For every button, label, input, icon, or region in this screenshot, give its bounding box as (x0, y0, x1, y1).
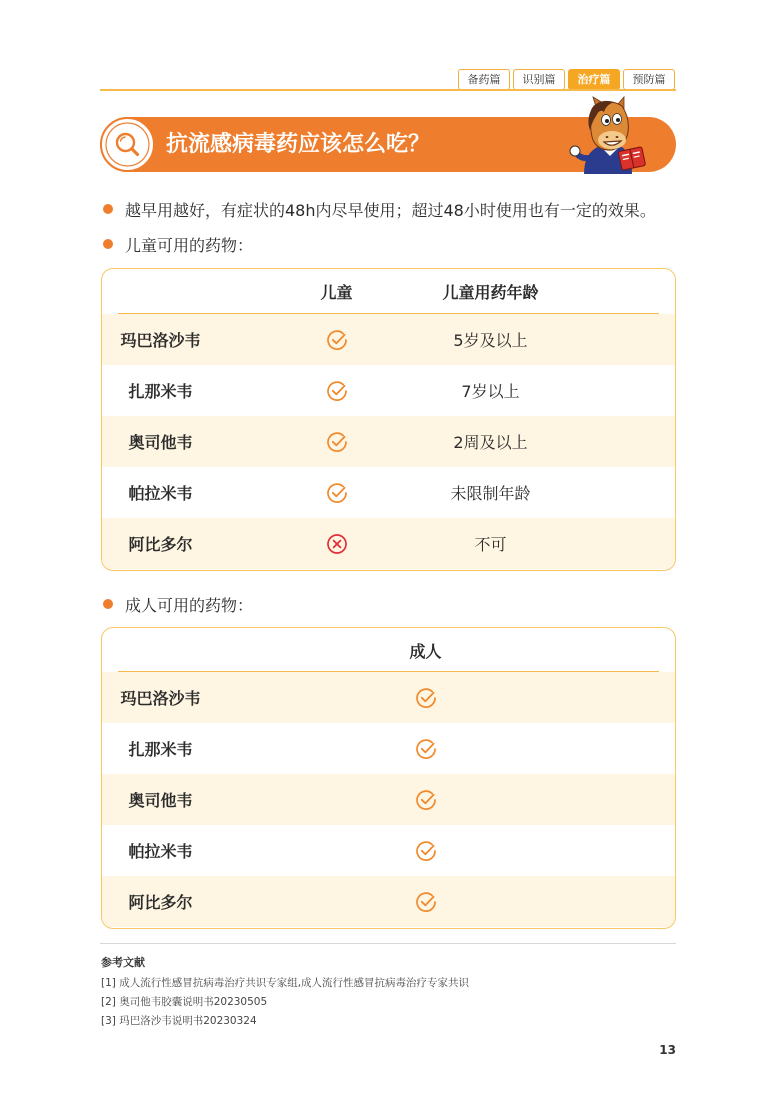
drug-name: 扎那米韦 (128, 740, 193, 759)
children-drug-table (101, 268, 676, 571)
magnifier-icon-graphic (100, 117, 155, 172)
check-circle-icon (326, 482, 348, 504)
table-row (102, 876, 675, 927)
check-circle-icon (376, 876, 476, 927)
drug-name: 帕拉米韦 (128, 484, 193, 503)
bullet-children (100, 233, 253, 255)
cross-circle-icon (287, 518, 387, 569)
check-circle-icon (415, 891, 437, 913)
horse-mascot-graphic (566, 96, 650, 174)
check-circle-icon (287, 416, 387, 467)
drug-name: 玛巴洛沙韦 (120, 331, 201, 350)
header-children-age: 儿童用药年龄 (442, 283, 539, 302)
table-header (102, 269, 675, 314)
table-row (102, 774, 675, 825)
bullet-text: 越早用越好，有症状的48h内尽早使用；超过48小时使用也有一定的效果。 (125, 200, 656, 220)
cross-circle-icon (326, 533, 348, 555)
bullet-dot (103, 599, 113, 609)
table-row (102, 723, 675, 774)
check-circle-icon (326, 431, 348, 453)
check-circle-icon (415, 840, 437, 862)
check-circle-icon (376, 774, 476, 825)
age-requirement: 未限制年龄 (450, 484, 531, 503)
drug-name: 阿比多尔 (128, 893, 193, 912)
tab-treatment[interactable]: 治疗篇 (568, 69, 620, 90)
header-children: 儿童 (320, 283, 353, 302)
bullet-timing (100, 198, 656, 220)
horse-mascot-icon (566, 96, 650, 174)
table-row (102, 467, 675, 518)
adult-drug-table (101, 627, 676, 929)
reference-item: [2] 奥司他韦胶囊说明书20230505 (101, 996, 268, 1008)
check-circle-icon (415, 738, 437, 760)
tab-prevention[interactable]: 预防篇 (623, 69, 675, 90)
drug-name: 奥司他韦 (128, 791, 193, 810)
check-circle-icon (287, 365, 387, 416)
chapter-tabs (458, 69, 675, 90)
drug-name: 扎那米韦 (128, 382, 193, 401)
references-title: 参考文献 (101, 956, 145, 969)
header-adults: 成人 (409, 641, 442, 661)
age-requirement: 7岁以上 (461, 382, 520, 401)
age-requirement: 2周及以上 (453, 433, 528, 452)
check-circle-icon (376, 672, 476, 723)
bullet-dot (103, 204, 113, 214)
magnifier-icon (100, 117, 155, 172)
bullet-dot (103, 239, 113, 249)
page-number: 13 (659, 1043, 676, 1057)
check-circle-icon (287, 314, 387, 365)
check-circle-icon (415, 687, 437, 709)
reference-item: [3] 玛巴洛沙韦说明书20230324 (101, 1015, 257, 1027)
drug-name: 阿比多尔 (128, 535, 193, 554)
age-requirement: 不可 (474, 535, 507, 554)
bullet-text: 儿童可用的药物： (125, 235, 254, 255)
references-divider (100, 943, 676, 944)
check-circle-icon (415, 789, 437, 811)
drug-name: 玛巴洛沙韦 (120, 689, 201, 708)
table-row (102, 365, 675, 416)
check-circle-icon (376, 723, 476, 774)
drug-name: 帕拉米韦 (128, 842, 193, 861)
table-row (102, 672, 675, 723)
bullet-text: 成人可用的药物： (125, 595, 254, 615)
check-circle-icon (376, 825, 476, 876)
tab-prepare[interactable]: 备药篇 (458, 69, 510, 90)
drug-name: 奥司他韦 (128, 433, 193, 452)
age-requirement: 5岁及以上 (453, 331, 528, 350)
reference-item: [1] 成人流行性感冒抗病毒治疗共识专家组,成人流行性感冒抗病毒治疗专家共识 (101, 977, 470, 989)
tab-identify[interactable]: 识别篇 (513, 69, 565, 90)
header-divider (100, 89, 676, 91)
table-row (102, 518, 675, 569)
page-title: 抗流感病毒药应该怎么吃？ (166, 132, 431, 157)
check-circle-icon (326, 380, 348, 402)
check-circle-icon (287, 467, 387, 518)
references-list (101, 974, 469, 1031)
bullet-adults (100, 593, 253, 615)
table-header (102, 628, 675, 672)
table-row (102, 314, 675, 365)
table-row (102, 825, 675, 876)
table-row (102, 416, 675, 467)
check-circle-icon (326, 329, 348, 351)
